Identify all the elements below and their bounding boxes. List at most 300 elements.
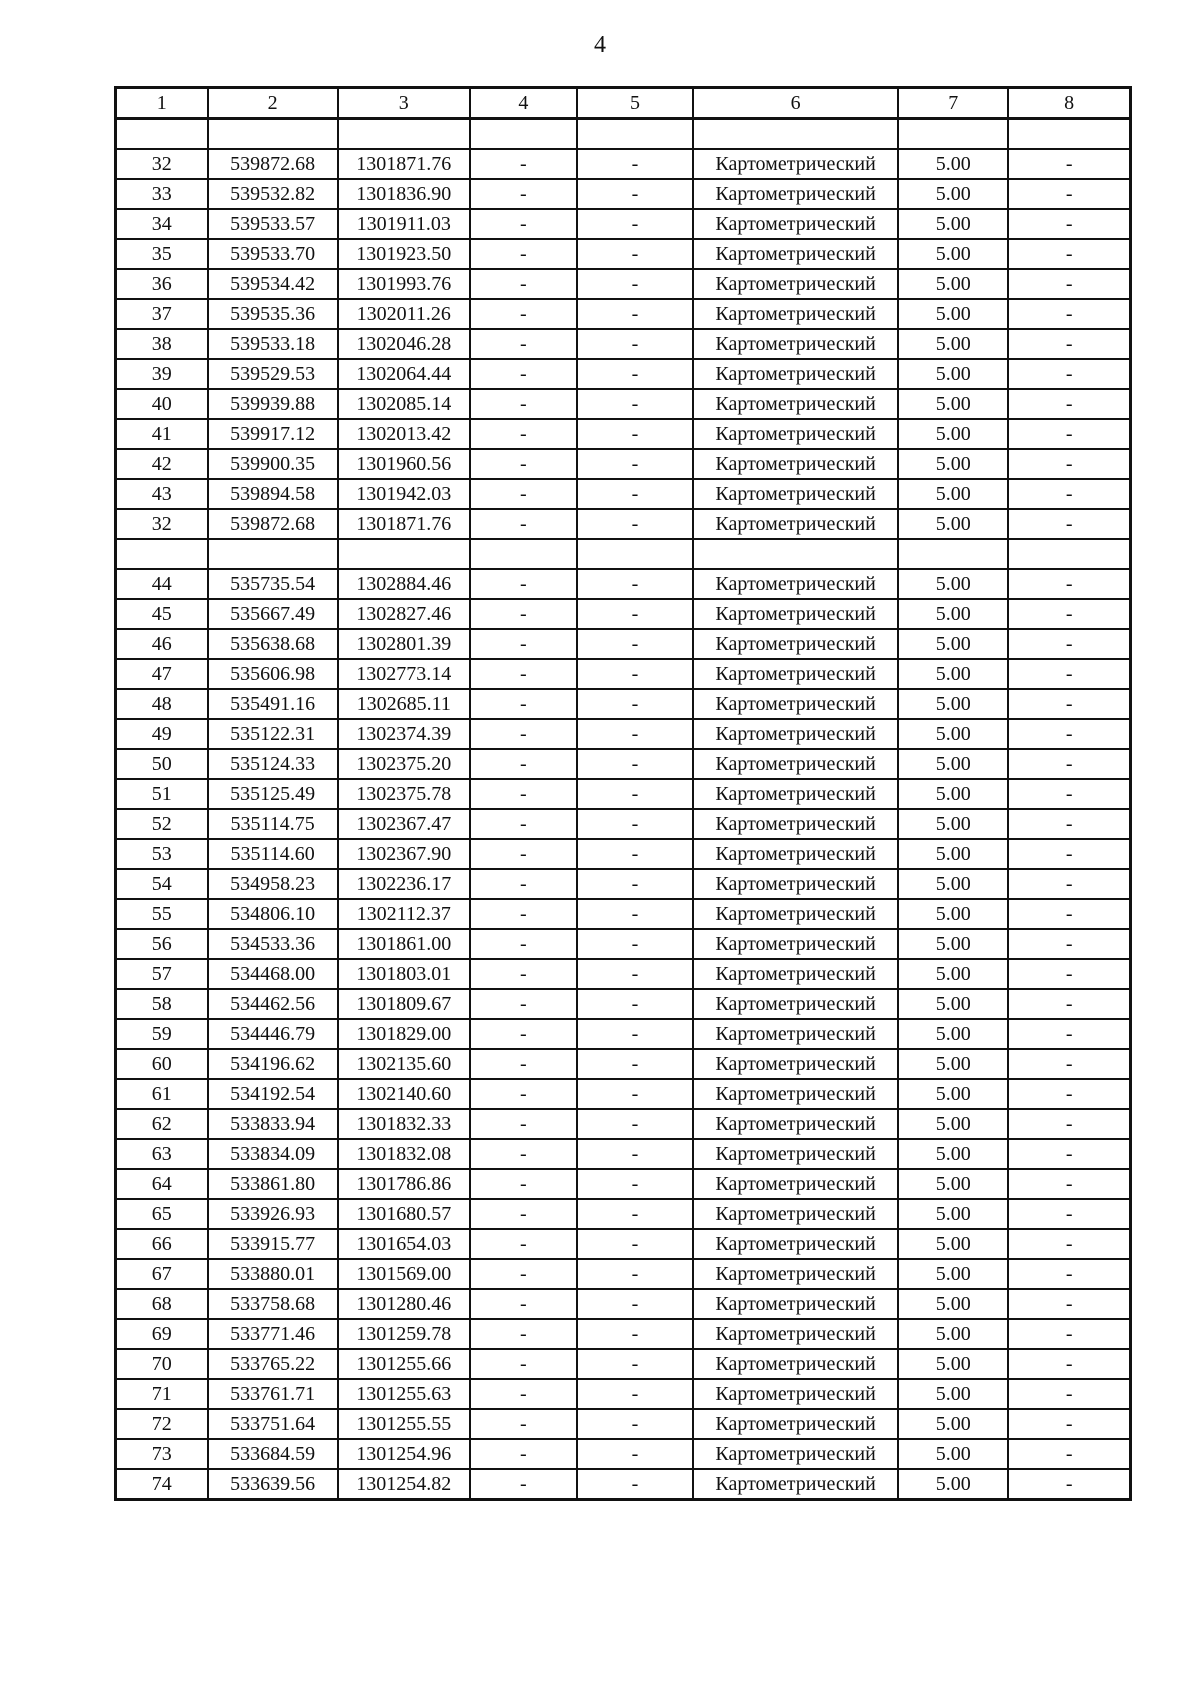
table-row xyxy=(116,509,1131,539)
y-coordinate-cell: 1301871.76 xyxy=(338,509,470,539)
x-coordinate-cell: 533834.09 xyxy=(208,1139,338,1169)
accuracy-cell: 5.00 xyxy=(898,179,1008,209)
method-cell: Картометрический xyxy=(693,1169,898,1199)
column-4-cell: - xyxy=(470,419,577,449)
column-8-cell: - xyxy=(1008,1349,1130,1379)
table-row xyxy=(116,239,1131,269)
accuracy-cell: 5.00 xyxy=(898,479,1008,509)
x-coordinate-cell: 535122.31 xyxy=(208,719,338,749)
column-4-cell: - xyxy=(470,1349,577,1379)
y-coordinate-cell: 1302112.37 xyxy=(338,899,470,929)
x-coordinate-cell: 533833.94 xyxy=(208,1109,338,1139)
accuracy-cell: 5.00 xyxy=(898,1259,1008,1289)
y-coordinate-cell: 1301254.96 xyxy=(338,1439,470,1469)
accuracy-cell: 5.00 xyxy=(898,359,1008,389)
column-4-cell: - xyxy=(470,239,577,269)
x-coordinate-cell: 533639.56 xyxy=(208,1469,338,1500)
point-number-cell: 62 xyxy=(116,1109,208,1139)
column-5-cell: - xyxy=(577,359,693,389)
column-8-cell: - xyxy=(1008,809,1130,839)
method-cell: Картометрический xyxy=(693,239,898,269)
column-5-cell: - xyxy=(577,209,693,239)
method-cell: Картометрический xyxy=(693,479,898,509)
column-5-cell: - xyxy=(577,269,693,299)
column-5-cell: - xyxy=(577,989,693,1019)
table-row xyxy=(116,1049,1131,1079)
point-number-cell: 32 xyxy=(116,149,208,179)
y-coordinate-cell xyxy=(338,539,470,569)
column-8-cell: - xyxy=(1008,1409,1130,1439)
column-5-cell: - xyxy=(577,449,693,479)
table-row xyxy=(116,1439,1131,1469)
y-coordinate-cell: 1302374.39 xyxy=(338,719,470,749)
table-row xyxy=(116,1289,1131,1319)
accuracy-cell: 5.00 xyxy=(898,869,1008,899)
x-coordinate-cell: 533761.71 xyxy=(208,1379,338,1409)
column-5-cell: - xyxy=(577,779,693,809)
accuracy-cell: 5.00 xyxy=(898,239,1008,269)
point-number-cell: 58 xyxy=(116,989,208,1019)
column-8-cell: - xyxy=(1008,1079,1130,1109)
point-number-cell: 43 xyxy=(116,479,208,509)
column-8-cell: - xyxy=(1008,1259,1130,1289)
table-row xyxy=(116,1409,1131,1439)
column-4-cell: - xyxy=(470,719,577,749)
column-header: 1 xyxy=(116,88,208,119)
table-row xyxy=(116,719,1131,749)
accuracy-cell xyxy=(898,119,1008,150)
y-coordinate-cell: 1302367.47 xyxy=(338,809,470,839)
table-row xyxy=(116,359,1131,389)
accuracy-cell: 5.00 xyxy=(898,599,1008,629)
column-5-cell xyxy=(577,119,693,150)
column-8-cell: - xyxy=(1008,659,1130,689)
column-5-cell: - xyxy=(577,1319,693,1349)
x-coordinate-cell: 535638.68 xyxy=(208,629,338,659)
method-cell: Картометрический xyxy=(693,1079,898,1109)
column-4-cell: - xyxy=(470,209,577,239)
column-5-cell: - xyxy=(577,959,693,989)
x-coordinate-cell: 534196.62 xyxy=(208,1049,338,1079)
column-8-cell: - xyxy=(1008,569,1130,599)
table-row xyxy=(116,749,1131,779)
method-cell: Картометрический xyxy=(693,1409,898,1439)
method-cell: Картометрический xyxy=(693,659,898,689)
column-8-cell: - xyxy=(1008,1019,1130,1049)
point-number-cell: 73 xyxy=(116,1439,208,1469)
method-cell: Картометрический xyxy=(693,839,898,869)
method-cell: Картометрический xyxy=(693,989,898,1019)
point-number-cell: 64 xyxy=(116,1169,208,1199)
method-cell: Картометрический xyxy=(693,389,898,419)
column-8-cell: - xyxy=(1008,389,1130,419)
y-coordinate-cell: 1302140.60 xyxy=(338,1079,470,1109)
column-8-cell: - xyxy=(1008,959,1130,989)
y-coordinate-cell: 1302884.46 xyxy=(338,569,470,599)
accuracy-cell: 5.00 xyxy=(898,1349,1008,1379)
point-number-cell: 36 xyxy=(116,269,208,299)
point-number-cell: 59 xyxy=(116,1019,208,1049)
column-5-cell: - xyxy=(577,149,693,179)
method-cell xyxy=(693,119,898,150)
point-number-cell: 38 xyxy=(116,329,208,359)
accuracy-cell: 5.00 xyxy=(898,1199,1008,1229)
column-4-cell: - xyxy=(470,1409,577,1439)
column-8-cell: - xyxy=(1008,419,1130,449)
column-4-cell: - xyxy=(470,509,577,539)
y-coordinate-cell: 1301861.00 xyxy=(338,929,470,959)
column-4-cell: - xyxy=(470,329,577,359)
y-coordinate-cell: 1302375.20 xyxy=(338,749,470,779)
column-4-cell: - xyxy=(470,269,577,299)
method-cell: Картометрический xyxy=(693,1259,898,1289)
x-coordinate-cell xyxy=(208,539,338,569)
method-cell: Картометрический xyxy=(693,689,898,719)
y-coordinate-cell: 1301280.46 xyxy=(338,1289,470,1319)
column-8-cell: - xyxy=(1008,629,1130,659)
column-8-cell: - xyxy=(1008,1379,1130,1409)
table-row xyxy=(116,959,1131,989)
x-coordinate-cell: 535491.16 xyxy=(208,689,338,719)
method-cell: Картометрический xyxy=(693,299,898,329)
column-4-cell: - xyxy=(470,599,577,629)
y-coordinate-cell: 1301786.86 xyxy=(338,1169,470,1199)
coordinates-table xyxy=(114,86,1132,1501)
point-number-cell: 51 xyxy=(116,779,208,809)
accuracy-cell: 5.00 xyxy=(898,1289,1008,1319)
column-4-cell: - xyxy=(470,899,577,929)
y-coordinate-cell: 1301832.33 xyxy=(338,1109,470,1139)
x-coordinate-cell: 533861.80 xyxy=(208,1169,338,1199)
column-5-cell: - xyxy=(577,569,693,599)
y-coordinate-cell: 1301829.00 xyxy=(338,1019,470,1049)
column-8-cell: - xyxy=(1008,329,1130,359)
x-coordinate-cell: 534958.23 xyxy=(208,869,338,899)
table-row xyxy=(116,839,1131,869)
column-8-cell xyxy=(1008,119,1130,150)
x-coordinate-cell xyxy=(208,119,338,150)
x-coordinate-cell: 539529.53 xyxy=(208,359,338,389)
y-coordinate-cell: 1301255.63 xyxy=(338,1379,470,1409)
column-5-cell: - xyxy=(577,1349,693,1379)
x-coordinate-cell: 533915.77 xyxy=(208,1229,338,1259)
accuracy-cell: 5.00 xyxy=(898,419,1008,449)
column-4-cell xyxy=(470,539,577,569)
column-4-cell: - xyxy=(470,929,577,959)
point-number-cell: 63 xyxy=(116,1139,208,1169)
x-coordinate-cell: 539533.18 xyxy=(208,329,338,359)
table-row xyxy=(116,329,1131,359)
column-4-cell: - xyxy=(470,839,577,869)
table-row xyxy=(116,659,1131,689)
point-number-cell: 52 xyxy=(116,809,208,839)
column-5-cell: - xyxy=(577,689,693,719)
column-5-cell: - xyxy=(577,749,693,779)
table-row xyxy=(116,419,1131,449)
column-5-cell: - xyxy=(577,479,693,509)
accuracy-cell: 5.00 xyxy=(898,1439,1008,1469)
method-cell: Картометрический xyxy=(693,1349,898,1379)
column-5-cell: - xyxy=(577,659,693,689)
accuracy-cell: 5.00 xyxy=(898,1019,1008,1049)
column-5-cell: - xyxy=(577,239,693,269)
x-coordinate-cell: 535124.33 xyxy=(208,749,338,779)
column-header: 8 xyxy=(1008,88,1130,119)
column-4-cell: - xyxy=(470,1019,577,1049)
point-number-cell xyxy=(116,539,208,569)
accuracy-cell: 5.00 xyxy=(898,389,1008,419)
method-cell: Картометрический xyxy=(693,869,898,899)
column-4-cell: - xyxy=(470,299,577,329)
accuracy-cell: 5.00 xyxy=(898,1109,1008,1139)
method-cell: Картометрический xyxy=(693,1289,898,1319)
method-cell xyxy=(693,539,898,569)
y-coordinate-cell: 1301654.03 xyxy=(338,1229,470,1259)
column-4-cell: - xyxy=(470,1229,577,1259)
table-body xyxy=(116,119,1131,1500)
point-number-cell: 42 xyxy=(116,449,208,479)
x-coordinate-cell: 539533.57 xyxy=(208,209,338,239)
point-number-cell: 55 xyxy=(116,899,208,929)
column-5-cell: - xyxy=(577,869,693,899)
column-8-cell: - xyxy=(1008,869,1130,899)
point-number-cell: 48 xyxy=(116,689,208,719)
column-8-cell: - xyxy=(1008,1169,1130,1199)
column-header: 5 xyxy=(577,88,693,119)
column-5-cell: - xyxy=(577,899,693,929)
column-4-cell: - xyxy=(470,569,577,599)
method-cell: Картометрический xyxy=(693,1109,898,1139)
table-row xyxy=(116,1079,1131,1109)
column-5-cell: - xyxy=(577,1199,693,1229)
y-coordinate-cell: 1302367.90 xyxy=(338,839,470,869)
point-number-cell: 32 xyxy=(116,509,208,539)
point-number-cell: 45 xyxy=(116,599,208,629)
column-8-cell: - xyxy=(1008,1049,1130,1079)
accuracy-cell: 5.00 xyxy=(898,959,1008,989)
column-8-cell: - xyxy=(1008,1199,1130,1229)
table-row xyxy=(116,689,1131,719)
point-number-cell: 68 xyxy=(116,1289,208,1319)
accuracy-cell: 5.00 xyxy=(898,809,1008,839)
accuracy-cell: 5.00 xyxy=(898,1139,1008,1169)
x-coordinate-cell: 535667.49 xyxy=(208,599,338,629)
method-cell: Картометрический xyxy=(693,929,898,959)
x-coordinate-cell: 533758.68 xyxy=(208,1289,338,1319)
accuracy-cell: 5.00 xyxy=(898,1049,1008,1079)
method-cell: Картометрический xyxy=(693,179,898,209)
x-coordinate-cell: 535125.49 xyxy=(208,779,338,809)
column-4-cell: - xyxy=(470,1169,577,1199)
x-coordinate-cell: 539917.12 xyxy=(208,419,338,449)
column-5-cell: - xyxy=(577,1259,693,1289)
table-header-row xyxy=(116,88,1131,119)
point-number-cell: 49 xyxy=(116,719,208,749)
y-coordinate-cell: 1301255.66 xyxy=(338,1349,470,1379)
column-5-cell: - xyxy=(577,1379,693,1409)
table-row xyxy=(116,629,1131,659)
column-8-cell: - xyxy=(1008,1289,1130,1319)
column-5-cell: - xyxy=(577,419,693,449)
x-coordinate-cell: 534462.56 xyxy=(208,989,338,1019)
column-5-cell: - xyxy=(577,839,693,869)
table-row xyxy=(116,539,1131,569)
point-number-cell: 39 xyxy=(116,359,208,389)
table-row xyxy=(116,809,1131,839)
accuracy-cell: 5.00 xyxy=(898,1079,1008,1109)
column-4-cell: - xyxy=(470,989,577,1019)
column-8-cell: - xyxy=(1008,209,1130,239)
accuracy-cell: 5.00 xyxy=(898,989,1008,1019)
column-5-cell: - xyxy=(577,599,693,629)
accuracy-cell: 5.00 xyxy=(898,269,1008,299)
y-coordinate-cell: 1302236.17 xyxy=(338,869,470,899)
method-cell: Картометрический xyxy=(693,209,898,239)
table-row xyxy=(116,179,1131,209)
accuracy-cell: 5.00 xyxy=(898,719,1008,749)
column-5-cell: - xyxy=(577,809,693,839)
table-row xyxy=(116,149,1131,179)
point-number-cell: 72 xyxy=(116,1409,208,1439)
point-number-cell: 57 xyxy=(116,959,208,989)
y-coordinate-cell: 1301255.55 xyxy=(338,1409,470,1439)
column-5-cell: - xyxy=(577,389,693,419)
x-coordinate-cell: 539535.36 xyxy=(208,299,338,329)
column-8-cell: - xyxy=(1008,1109,1130,1139)
column-header: 4 xyxy=(470,88,577,119)
x-coordinate-cell: 534533.36 xyxy=(208,929,338,959)
column-4-cell: - xyxy=(470,1289,577,1319)
method-cell: Картометрический xyxy=(693,809,898,839)
method-cell: Картометрический xyxy=(693,1049,898,1079)
y-coordinate-cell: 1302801.39 xyxy=(338,629,470,659)
x-coordinate-cell: 539872.68 xyxy=(208,149,338,179)
column-5-cell: - xyxy=(577,1169,693,1199)
point-number-cell: 53 xyxy=(116,839,208,869)
column-5-cell: - xyxy=(577,1109,693,1139)
column-8-cell: - xyxy=(1008,179,1130,209)
column-8-cell: - xyxy=(1008,989,1130,1019)
table-row xyxy=(116,1229,1131,1259)
accuracy-cell: 5.00 xyxy=(898,779,1008,809)
x-coordinate-cell: 535606.98 xyxy=(208,659,338,689)
table-row xyxy=(116,1199,1131,1229)
method-cell: Картометрический xyxy=(693,1139,898,1169)
column-4-cell: - xyxy=(470,1469,577,1500)
point-number-cell: 41 xyxy=(116,419,208,449)
column-8-cell: - xyxy=(1008,1469,1130,1500)
column-4-cell: - xyxy=(470,1049,577,1079)
point-number-cell: 34 xyxy=(116,209,208,239)
point-number-cell: 54 xyxy=(116,869,208,899)
accuracy-cell: 5.00 xyxy=(898,299,1008,329)
column-8-cell: - xyxy=(1008,689,1130,719)
column-5-cell: - xyxy=(577,509,693,539)
y-coordinate-cell: 1301836.90 xyxy=(338,179,470,209)
table-row xyxy=(116,299,1131,329)
accuracy-cell: 5.00 xyxy=(898,1169,1008,1199)
x-coordinate-cell: 533684.59 xyxy=(208,1439,338,1469)
x-coordinate-cell: 533765.22 xyxy=(208,1349,338,1379)
method-cell: Картометрический xyxy=(693,1469,898,1500)
column-4-cell: - xyxy=(470,1139,577,1169)
column-4-cell: - xyxy=(470,629,577,659)
column-8-cell: - xyxy=(1008,269,1130,299)
y-coordinate-cell: 1301923.50 xyxy=(338,239,470,269)
column-8-cell: - xyxy=(1008,1229,1130,1259)
x-coordinate-cell: 533751.64 xyxy=(208,1409,338,1439)
accuracy-cell: 5.00 xyxy=(898,1229,1008,1259)
point-number-cell: 70 xyxy=(116,1349,208,1379)
column-5-cell: - xyxy=(577,1289,693,1319)
table-row xyxy=(116,1349,1131,1379)
column-header: 2 xyxy=(208,88,338,119)
column-8-cell: - xyxy=(1008,1319,1130,1349)
table-row xyxy=(116,269,1131,299)
method-cell: Картометрический xyxy=(693,419,898,449)
column-8-cell: - xyxy=(1008,719,1130,749)
method-cell: Картометрический xyxy=(693,779,898,809)
method-cell: Картометрический xyxy=(693,1229,898,1259)
column-4-cell: - xyxy=(470,1079,577,1109)
y-coordinate-cell: 1302773.14 xyxy=(338,659,470,689)
accuracy-cell: 5.00 xyxy=(898,1379,1008,1409)
y-coordinate-cell: 1302046.28 xyxy=(338,329,470,359)
accuracy-cell: 5.00 xyxy=(898,1319,1008,1349)
column-5-cell: - xyxy=(577,719,693,749)
table-row xyxy=(116,1169,1131,1199)
y-coordinate-cell: 1301911.03 xyxy=(338,209,470,239)
column-8-cell: - xyxy=(1008,899,1130,929)
y-coordinate-cell: 1301254.82 xyxy=(338,1469,470,1500)
point-number-cell: 37 xyxy=(116,299,208,329)
column-4-cell: - xyxy=(470,689,577,719)
method-cell: Картометрический xyxy=(693,269,898,299)
point-number-cell: 65 xyxy=(116,1199,208,1229)
column-8-cell: - xyxy=(1008,929,1130,959)
column-4-cell: - xyxy=(470,1439,577,1469)
table-row xyxy=(116,569,1131,599)
column-4-cell xyxy=(470,119,577,150)
x-coordinate-cell: 533926.93 xyxy=(208,1199,338,1229)
column-5-cell: - xyxy=(577,1079,693,1109)
method-cell: Картометрический xyxy=(693,1379,898,1409)
table-row xyxy=(116,479,1131,509)
x-coordinate-cell: 535735.54 xyxy=(208,569,338,599)
accuracy-cell: 5.00 xyxy=(898,1469,1008,1500)
method-cell: Картометрический xyxy=(693,149,898,179)
accuracy-cell: 5.00 xyxy=(898,899,1008,929)
column-4-cell: - xyxy=(470,1199,577,1229)
column-5-cell: - xyxy=(577,629,693,659)
column-8-cell: - xyxy=(1008,509,1130,539)
column-8-cell: - xyxy=(1008,779,1130,809)
table-row xyxy=(116,1469,1131,1500)
y-coordinate-cell: 1302135.60 xyxy=(338,1049,470,1079)
table-row xyxy=(116,1379,1131,1409)
column-5-cell: - xyxy=(577,1139,693,1169)
column-5-cell: - xyxy=(577,929,693,959)
y-coordinate-cell xyxy=(338,119,470,150)
accuracy-cell: 5.00 xyxy=(898,149,1008,179)
point-number-cell xyxy=(116,119,208,150)
point-number-cell: 35 xyxy=(116,239,208,269)
accuracy-cell: 5.00 xyxy=(898,629,1008,659)
accuracy-cell: 5.00 xyxy=(898,449,1008,479)
column-5-cell: - xyxy=(577,1439,693,1469)
x-coordinate-cell: 533880.01 xyxy=(208,1259,338,1289)
table-row xyxy=(116,599,1131,629)
